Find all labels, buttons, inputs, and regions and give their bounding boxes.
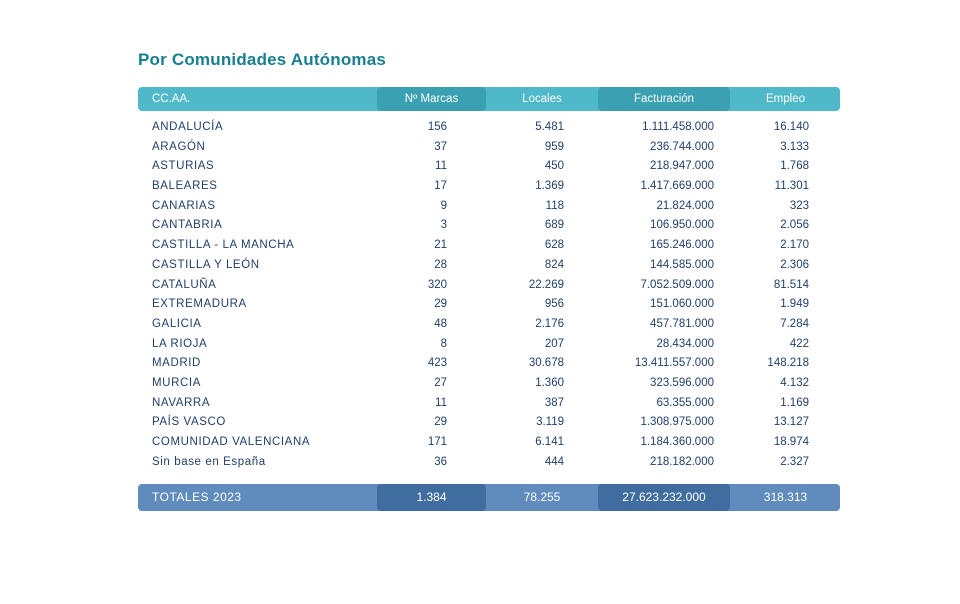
cell-empleo: 7.284 [780, 317, 809, 330]
page-title: Por Comunidades Autónomas [138, 50, 387, 69]
table-row [138, 216, 840, 236]
totals-marcas: 1.384 [377, 484, 486, 511]
cell-empleo: 11.301 [774, 180, 809, 193]
cell-facturacion: 218.182.000 [650, 455, 714, 468]
cell-marcas: 9 [440, 199, 447, 212]
cell-empleo: 3.133 [780, 140, 809, 153]
cell-ccaa: NAVARRA [152, 396, 211, 409]
cell-marcas: 27 [434, 376, 447, 389]
cell-facturacion: 63.355.000 [656, 396, 714, 409]
cell-ccaa: Sin base en España [152, 455, 266, 468]
cell-locales: 956 [544, 298, 564, 311]
cell-empleo: 4.132 [780, 376, 809, 389]
cell-locales: 444 [544, 455, 564, 468]
cell-facturacion: 1.308.975.000 [640, 416, 714, 429]
header-marcas: Nº Marcas [377, 87, 486, 111]
header-facturacion: Facturación [598, 87, 730, 111]
table-row [138, 177, 840, 197]
cell-facturacion: 144.585.000 [650, 258, 714, 271]
cell-marcas: 21 [434, 239, 447, 252]
cell-facturacion: 106.950.000 [650, 219, 714, 232]
cell-locales: 30.678 [528, 357, 564, 370]
cell-marcas: 17 [434, 180, 447, 193]
table-row [138, 236, 840, 256]
cell-empleo: 1.169 [780, 396, 809, 409]
cell-facturacion: 236.744.000 [650, 140, 714, 153]
cell-locales: 207 [544, 337, 564, 350]
cell-empleo: 148.218 [767, 357, 809, 370]
cell-empleo: 13.127 [773, 416, 809, 429]
table-row [138, 335, 840, 355]
table-row [138, 256, 840, 276]
cell-empleo: 18.974 [773, 436, 809, 448]
table-row [138, 413, 840, 433]
cell-empleo: 2.056 [780, 219, 809, 232]
cell-empleo: 2.327 [780, 455, 809, 468]
cell-ccaa: PAÍS VASCO [152, 416, 226, 429]
cell-ccaa: MURCIA [152, 376, 201, 389]
table-body [138, 118, 840, 472]
cell-ccaa: ARAGÓN [152, 140, 206, 153]
cell-empleo: 2.170 [780, 239, 809, 252]
cell-locales: 689 [544, 219, 564, 232]
cell-marcas: 28 [434, 258, 447, 271]
totals-label: TOTALES 2023 [152, 490, 242, 504]
cell-locales: 2.176 [535, 317, 564, 330]
cell-facturacion: 28.434.000 [656, 337, 714, 350]
cell-locales: 3.119 [536, 416, 564, 429]
cell-locales: 1.369 [535, 180, 564, 193]
cell-ccaa: BALEARES [152, 180, 218, 193]
cell-marcas: 3 [440, 219, 447, 232]
cell-empleo: 1.768 [780, 160, 809, 173]
cell-locales: 1.360 [535, 376, 564, 389]
cell-locales: 6.141 [535, 436, 564, 448]
header-ccaa: CC.AA. [152, 93, 191, 105]
cell-locales: 450 [544, 160, 564, 173]
cell-facturacion: 457.781.000 [650, 317, 714, 330]
cell-marcas: 156 [427, 121, 447, 133]
table-row [138, 354, 840, 374]
cell-marcas: 171 [427, 436, 447, 448]
cell-empleo: 2.306 [780, 258, 809, 271]
cell-locales: 824 [544, 258, 564, 271]
cell-ccaa: CANTABRIA [152, 219, 223, 232]
table-row [138, 394, 840, 414]
table-row [138, 157, 840, 177]
table-row [138, 295, 840, 315]
table-row [138, 197, 840, 217]
cell-ccaa: CATALUÑA [152, 278, 217, 291]
cell-marcas: 29 [434, 416, 447, 429]
cell-marcas: 48 [434, 317, 447, 330]
cell-ccaa: COMUNIDAD VALENCIANA [152, 436, 311, 448]
cell-facturacion: 21.824.000 [656, 199, 714, 212]
cell-facturacion: 218.947.000 [650, 160, 714, 173]
cell-marcas: 37 [434, 140, 447, 153]
cell-marcas: 11 [435, 160, 447, 173]
cell-ccaa: GALICIA [152, 317, 202, 330]
cell-ccaa: ANDALUCÍA [152, 121, 224, 133]
cell-marcas: 423 [427, 357, 447, 370]
cell-facturacion: 323.596.000 [650, 376, 714, 389]
cell-facturacion: 165.246.000 [650, 239, 714, 252]
cell-marcas: 8 [440, 337, 447, 350]
cell-locales: 118 [545, 199, 564, 212]
cell-ccaa: MADRID [152, 357, 201, 370]
cell-locales: 387 [544, 396, 564, 409]
cell-ccaa: CASTILLA - LA MANCHA [152, 239, 295, 252]
totals-locales: 78.255 [523, 490, 561, 504]
cell-locales: 959 [544, 140, 564, 153]
cell-marcas: 320 [427, 278, 447, 291]
cell-facturacion: 1.417.669.000 [640, 180, 714, 193]
cell-facturacion: 1.184.360.000 [640, 436, 714, 448]
cell-locales: 5.481 [535, 121, 564, 133]
cell-empleo: 16.140 [773, 121, 809, 133]
totals-empleo: 318.313 [763, 490, 808, 504]
table-row [138, 118, 840, 138]
cell-marcas: 11 [435, 396, 447, 409]
table-row [138, 315, 840, 335]
cell-facturacion: 13.411.557.000 [634, 357, 714, 370]
cell-empleo: 1.949 [780, 298, 809, 311]
table-row [138, 138, 840, 158]
cell-facturacion: 151.060.000 [650, 298, 714, 311]
cell-ccaa: CASTILLA Y LEÓN [152, 258, 260, 271]
cell-locales: 22.269 [528, 278, 564, 291]
table-row [138, 453, 840, 473]
table-row [138, 276, 840, 296]
cell-marcas: 36 [434, 455, 447, 468]
cell-ccaa: LA RIOJA [152, 337, 208, 350]
totals-facturacion: 27.623.232.000 [598, 484, 730, 511]
cell-ccaa: CANARIAS [152, 199, 216, 212]
cell-empleo: 81.514 [773, 278, 809, 291]
cell-locales: 628 [544, 239, 564, 252]
cell-ccaa: EXTREMADURA [152, 298, 247, 311]
cell-facturacion: 7.052.509.000 [640, 278, 714, 291]
cell-marcas: 29 [434, 298, 447, 311]
table-row [138, 433, 840, 453]
cell-facturacion: 1.111.458.000 [642, 121, 714, 133]
table-row [138, 374, 840, 394]
cell-empleo: 323 [789, 199, 809, 212]
cell-ccaa: ASTURIAS [152, 160, 215, 173]
header-locales: Locales [522, 93, 562, 105]
cell-empleo: 422 [789, 337, 809, 350]
header-empleo: Empleo [766, 93, 805, 105]
